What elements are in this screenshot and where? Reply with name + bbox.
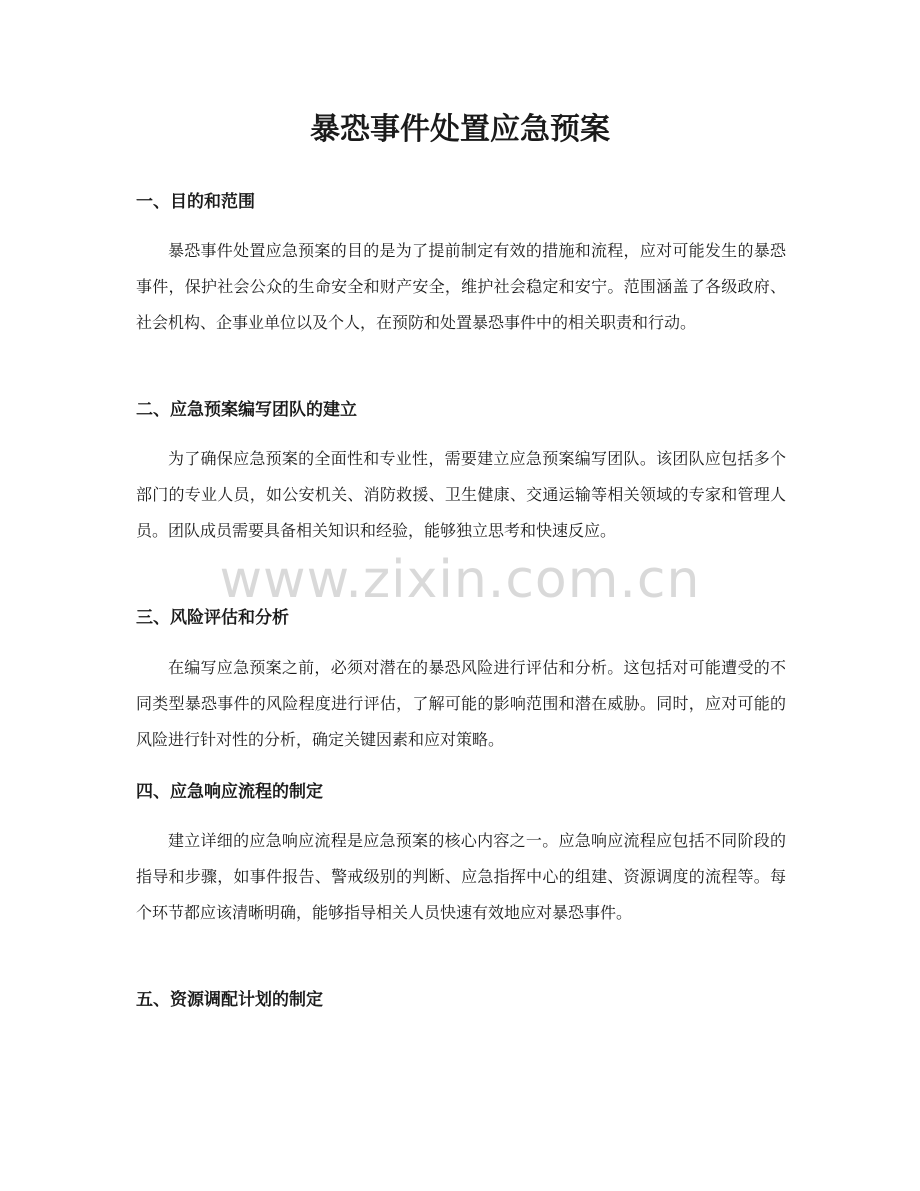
- section-paragraph-2: 为了确保应急预案的全面性和专业性，需要建立应急预案编写团队。该团队应包括多个部门的专业人员，如公安机关、消防救援、卫生健康、交通运输等相关领域的专家和管理人员。团队成员需要具备相关知识和经验，能够独立思考和快速反应。: [136, 449, 786, 540]
- section-paragraph-3: 在编写应急预案之前，必须对潜在的暴恐风险进行评估和分析。这包括对可能遭受的不同类型暴恐事件的风险程度进行评估，了解可能的影响范围和潜在威胁。同时，应对可能的风险进行针对性的分析，确定关键因素和应对策略。: [136, 658, 786, 749]
- section-paragraph-4: 建立详细的应急响应流程是应急预案的核心内容之一。应急响应流程应包括不同阶段的指导和步骤，如事件报告、警戒级别的判断、应急指挥中心的组建、资源调度的流程等。每个环节都应该清晰明确，能够指导相关人员快速有效地应对暴恐事件。: [136, 831, 786, 922]
- watermark: www.zixin.com.cn: [219, 550, 701, 610]
- section-heading-4: 四、应急响应流程的制定: [136, 782, 323, 802]
- section-paragraph-1: 暴恐事件处置应急预案的目的是为了提前制定有效的措施和流程，应对可能发生的暴恐事件，保护社会公众的生命安全和财产安全，维护社会稳定和安宁。范围涵盖了各级政府、社会机构、企事业单位以及个人，在预防和处置暴恐事件中的相关职责和行动。: [136, 241, 786, 332]
- document-title: 暴恐事件处置应急预案: [310, 112, 610, 147]
- section-heading-2: 二、应急预案编写团队的建立: [136, 400, 357, 420]
- section-heading-3: 三、风险评估和分析: [136, 608, 289, 628]
- section-heading-1: 一、目的和范围: [136, 192, 255, 212]
- section-heading-5: 五、资源调配计划的制定: [136, 990, 323, 1010]
